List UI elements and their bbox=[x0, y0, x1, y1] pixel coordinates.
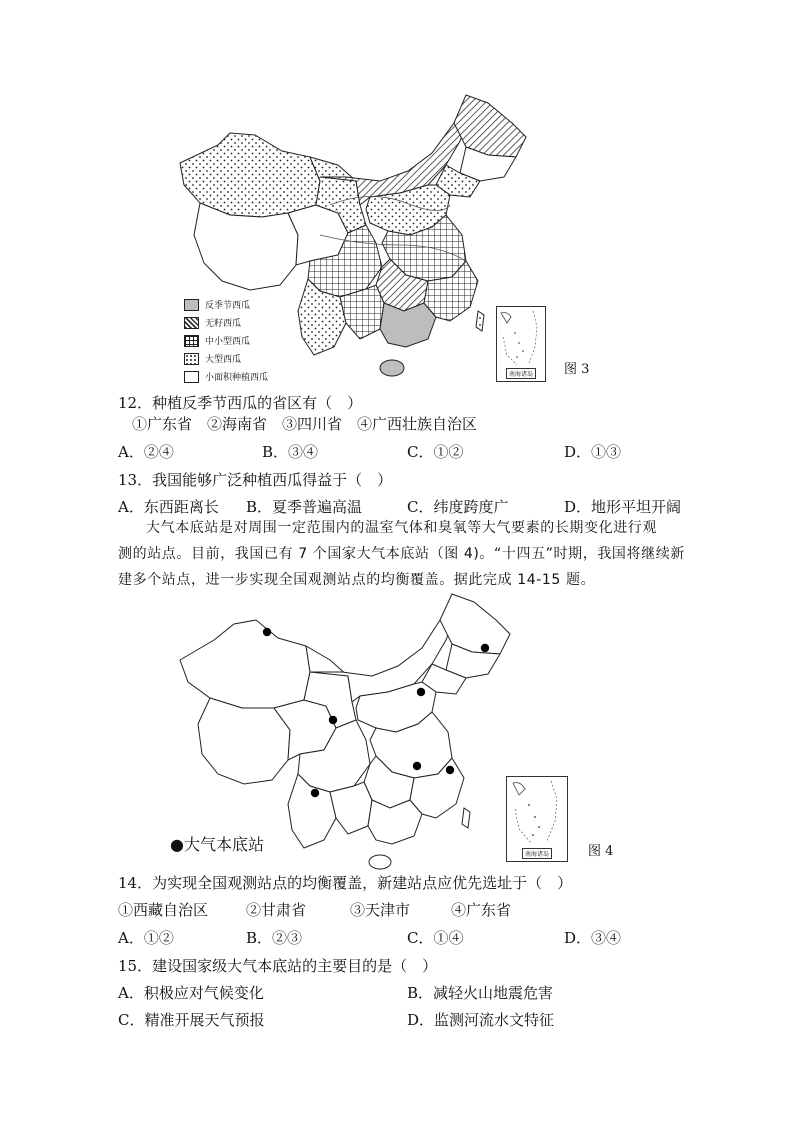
q12-option-a[interactable]: A．②④ bbox=[118, 443, 174, 461]
q14-item-2: ②甘肃省 bbox=[246, 901, 307, 919]
region-heilongjiang bbox=[440, 594, 510, 654]
legend-item bbox=[184, 351, 296, 366]
question-12-stem: 12．种植反季节西瓜的省区有（ ） bbox=[118, 394, 363, 412]
map2-legend: ●大气本底站 bbox=[170, 835, 264, 854]
question-14-stem: 14．为实现全国观测站点的均衡覆盖，新建站点应优先选址于（ ） bbox=[118, 874, 573, 892]
q14-option-b[interactable]: B．②③ bbox=[246, 929, 303, 947]
station-dot bbox=[481, 644, 489, 652]
legend-label: 无籽西瓜 bbox=[205, 319, 242, 329]
region-tibet bbox=[194, 203, 298, 290]
legend-label: 小面积种植西瓜 bbox=[205, 373, 269, 383]
q14-item-3: ③天津市 bbox=[350, 901, 411, 919]
q14-option-d[interactable]: D．③④ bbox=[564, 929, 622, 947]
region-guangdong bbox=[368, 800, 422, 844]
q13-option-b[interactable]: B．夏季普遍高温 bbox=[246, 498, 363, 516]
south-china-sea-inset bbox=[506, 776, 568, 862]
inset-islands bbox=[507, 777, 567, 849]
region-taiwan bbox=[462, 808, 470, 828]
q12-option-b[interactable]: B．③④ bbox=[262, 443, 319, 461]
map1-legend bbox=[184, 297, 296, 387]
passage-line-3: 建多个站点，进一步实现全国观测站点的均衡覆盖。据此完成 14-15 题。 bbox=[118, 572, 596, 588]
region-guangdong bbox=[380, 303, 436, 347]
q13-option-c[interactable]: C．纬度跨度广 bbox=[407, 498, 509, 516]
q13-option-a[interactable]: A．东西距离长 bbox=[118, 498, 219, 516]
q15-option-b[interactable]: B．减轻火山地震危害 bbox=[407, 984, 554, 1002]
inset-caption: 南海诸岛 bbox=[522, 848, 552, 859]
station-dot bbox=[446, 766, 454, 774]
q12-option-d[interactable]: D．①③ bbox=[564, 443, 622, 461]
region-hainan bbox=[380, 360, 404, 376]
q15-option-a[interactable]: A．积极应对气候变化 bbox=[118, 984, 264, 1002]
station-dot bbox=[311, 789, 319, 797]
legend-swatch-hatch bbox=[184, 317, 199, 329]
legend-label: 中小型西瓜 bbox=[205, 337, 251, 347]
south-china-sea-inset bbox=[496, 306, 546, 382]
inset-caption: 南海诸岛 bbox=[506, 368, 536, 379]
station-dot bbox=[263, 628, 271, 636]
legend-swatch-gray bbox=[184, 299, 199, 311]
q14-item-4: ④广东省 bbox=[451, 901, 512, 919]
legend-item bbox=[184, 315, 296, 330]
q15-option-c[interactable]: C．精准开展天气预报 bbox=[118, 1011, 265, 1029]
figure-3-label: 图 3 bbox=[564, 362, 590, 377]
region-taiwan bbox=[476, 311, 484, 331]
passage-line-1: 大气本底站是对周围一定范围内的温室气体和臭氧等大气要素的长期变化进行观 bbox=[146, 520, 657, 536]
q14-option-a[interactable]: A．①② bbox=[118, 929, 174, 947]
figure-4-label: 图 4 bbox=[588, 844, 614, 859]
legend-label: 反季节西瓜 bbox=[205, 301, 251, 311]
region-hainan bbox=[369, 855, 391, 869]
q15-option-d[interactable]: D．监测河流水文特征 bbox=[407, 1011, 555, 1029]
legend-swatch-blank bbox=[184, 371, 199, 383]
q14-item-1: ①西藏自治区 bbox=[118, 901, 209, 919]
legend-swatch-grid bbox=[184, 335, 199, 347]
legend-swatch-dots bbox=[184, 353, 199, 365]
legend-item bbox=[184, 369, 296, 384]
question-15-stem: 15．建设国家级大气本底站的主要目的是（ ） bbox=[118, 957, 438, 975]
question-13-stem: 13．我国能够广泛种植西瓜得益于（ ） bbox=[118, 471, 393, 489]
q14-option-c[interactable]: C．①④ bbox=[407, 929, 464, 947]
inset-islands bbox=[497, 307, 545, 371]
passage-line-2: 测的站点。目前，我国已有 7 个国家大气本底站（图 4)。“十四五”时期，我国将继续新 bbox=[118, 546, 685, 562]
legend-item bbox=[184, 297, 296, 312]
legend-item bbox=[184, 333, 296, 348]
station-dot bbox=[413, 762, 421, 770]
region-xinjiang bbox=[180, 620, 310, 708]
station-dot bbox=[417, 688, 425, 696]
q13-option-d[interactable]: D．地形平坦开阔 bbox=[564, 498, 682, 516]
region-heilongjiang bbox=[454, 95, 526, 157]
question-12-items: ①广东省 ②海南省 ③四川省 ④广西壮族自治区 bbox=[132, 415, 478, 433]
q12-option-c[interactable]: C．①② bbox=[407, 443, 464, 461]
legend-label: 大型西瓜 bbox=[205, 355, 242, 365]
station-dot bbox=[329, 716, 337, 724]
